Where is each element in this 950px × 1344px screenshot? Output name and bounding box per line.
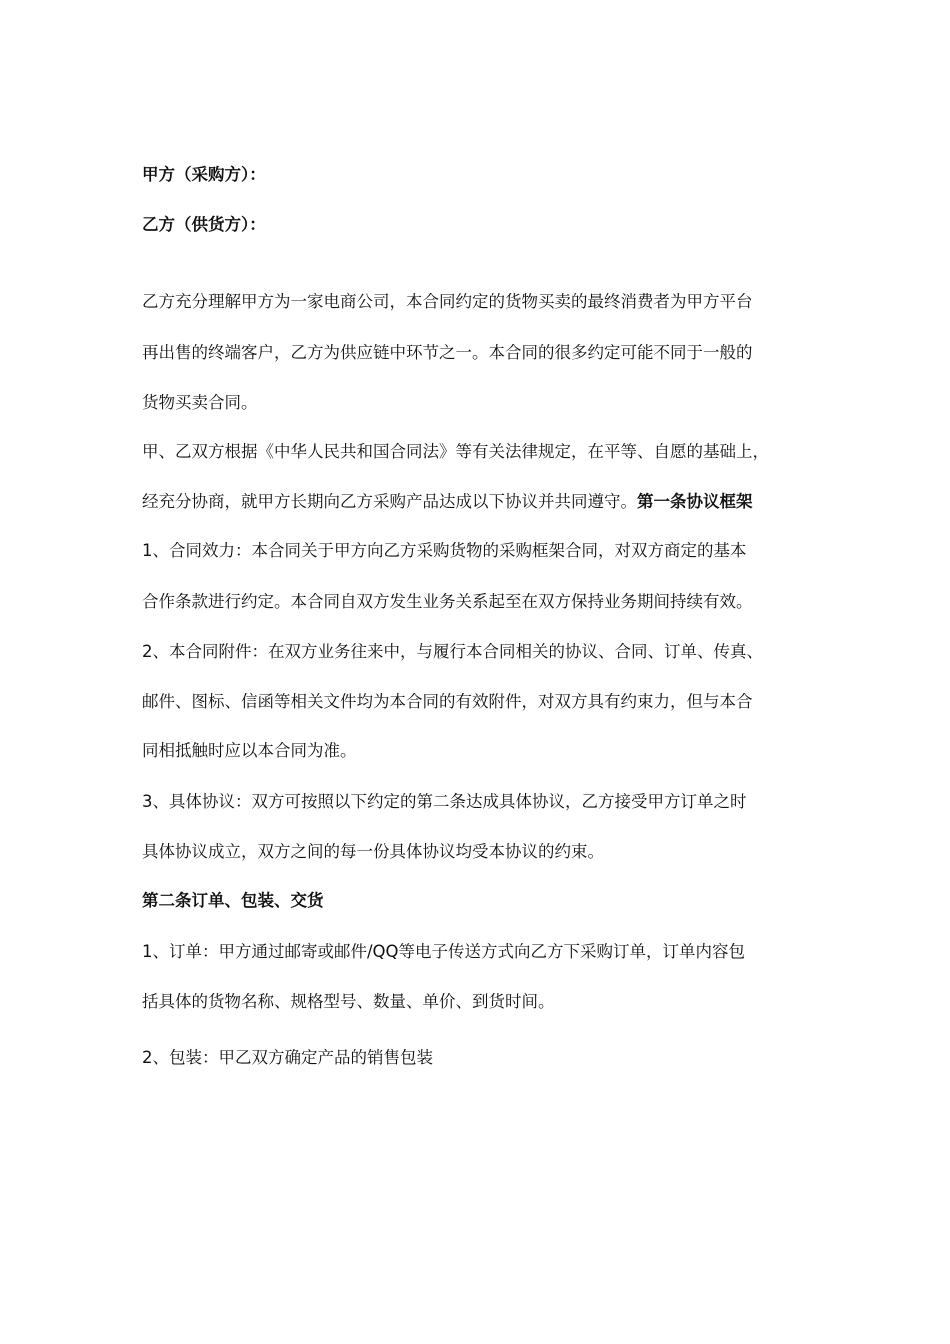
- article1-line: 2、本合同附件：在双方业务往来中，与履行本合同相关的协议、合同、订单、传真、: [142, 642, 763, 661]
- party-a-label: 甲方（采购方）：: [142, 165, 266, 184]
- article1-line: 3、具体协议：双方可按照以下约定的第二条达成具体协议，乙方接受甲方订单之时: [142, 792, 747, 811]
- article1-line: 1、合同效力：本合同关于甲方向乙方采购货物的采购框架合同，对双方商定的基本: [142, 541, 747, 560]
- intro-last-line: [142, 490, 753, 514]
- article2-line: 2、包装：甲乙双方确定产品的销售包装: [142, 1048, 433, 1067]
- article2-title: 第二条订单、包装、交货: [142, 891, 324, 910]
- party-b-label: 乙方（供货方）：: [142, 215, 266, 234]
- intro-line: 货物买卖合同。: [142, 393, 258, 412]
- intro-line: 乙方充分理解甲方为一家电商公司，本合同约定的货物买卖的最终消费者为甲方平台: [142, 292, 753, 311]
- article2-line: 括具体的货物名称、规格型号、数量、单价、到货时间。: [142, 992, 555, 1011]
- article1-line: 具体协议成立，双方之间的每一份具体协议均受本协议的约束。: [142, 842, 604, 861]
- intro-line: 再出售的终端客户，乙方为供应链中环节之一。本合同的很多约定可能不同于一般的: [142, 343, 753, 362]
- article1-title: 第一条协议框架: [637, 492, 753, 511]
- intro-line: 甲、乙双方根据《中华人民共和国合同法》等有关法律规定，在平等、自愿的基础上，: [142, 442, 769, 461]
- article1-line: 同相抵触时应以本合同为准。: [142, 741, 357, 760]
- article2-line: 1、订单：甲方通过邮寄或邮件/QQ等电子传送方式向乙方下采购订单，订单内容包: [142, 942, 746, 961]
- intro-last-text: 经充分协商，就甲方长期向乙方采购产品达成以下协议并共同遵守。: [142, 492, 637, 511]
- article1-line: 合作条款进行约定。本合同自双方发生业务关系起至在双方保持业务期间持续有效。: [142, 592, 753, 611]
- article1-line: 邮件、图标、信函等相关文件均为本合同的有效附件，对双方具有约束力，但与本合: [142, 692, 753, 711]
